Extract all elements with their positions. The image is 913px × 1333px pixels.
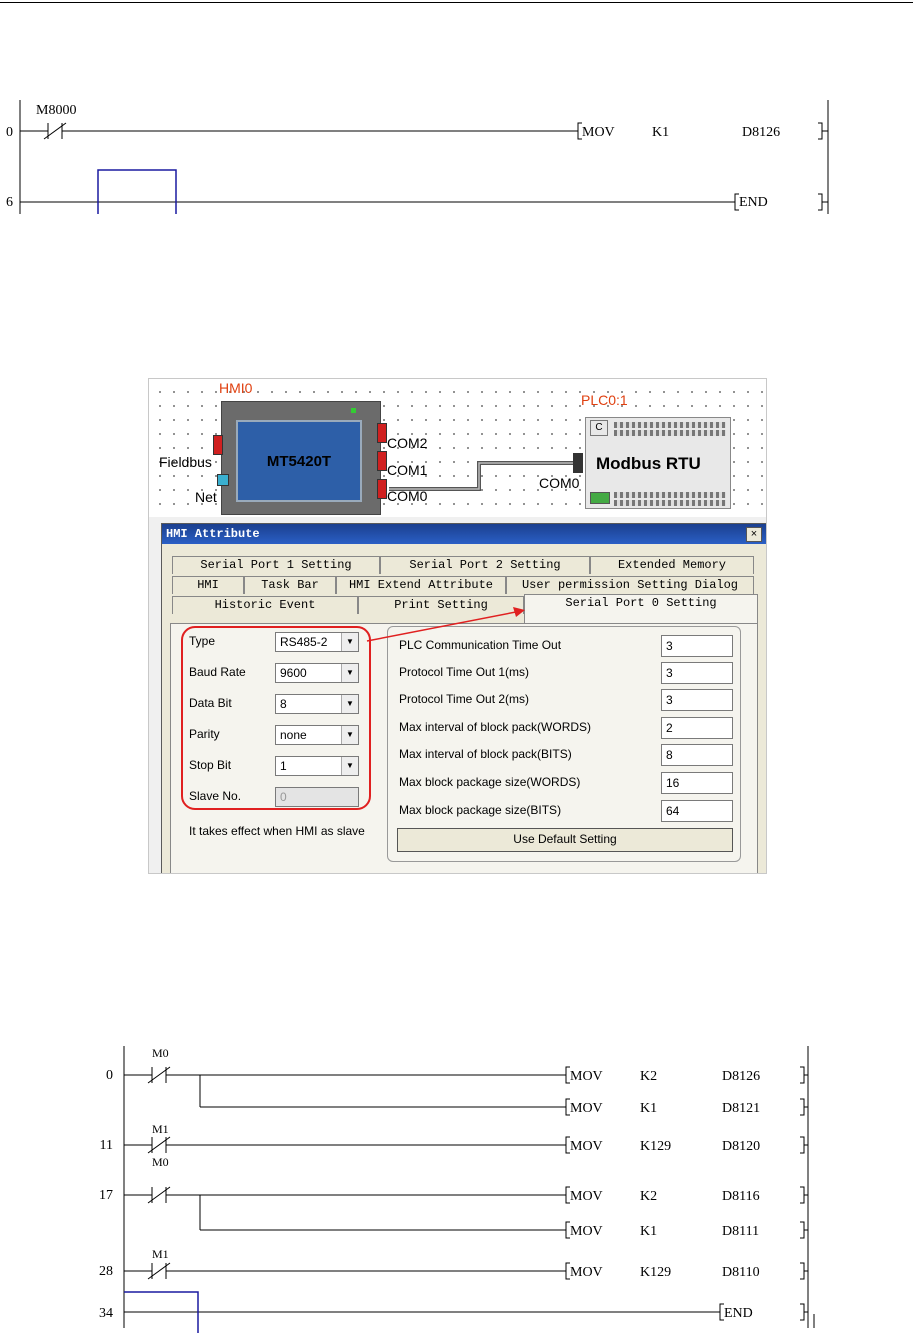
fieldbus-label: Fieldbus <box>159 454 212 470</box>
rung-number: 28 <box>99 1264 113 1279</box>
param-label: Max interval of block pack(BITS) <box>399 747 572 761</box>
stop-bit-select[interactable]: 1 ▼ <box>275 756 359 776</box>
dialog-title: HMI Attribute <box>162 524 766 544</box>
use-default-setting-button[interactable]: Use Default Setting <box>397 828 733 852</box>
pointer-arrow-icon <box>149 379 767 874</box>
rung-number: 6 <box>6 195 13 210</box>
tab-historic-event[interactable]: Historic Event <box>172 596 358 614</box>
net-label: Net <box>195 489 217 505</box>
instruction-row <box>566 1137 808 1154</box>
ladder-diagram-1 <box>0 0 913 240</box>
param-label: Max interval of block pack(WORDS) <box>399 720 592 734</box>
instr-src: K1 <box>640 1224 658 1239</box>
ladder-diagram-2 <box>0 1040 913 1333</box>
instr-src: K2 <box>640 1069 658 1084</box>
instruction-row <box>566 1222 808 1239</box>
baud-rate-select[interactable]: 9600 ▼ <box>275 663 359 683</box>
instr-src: K2 <box>640 1189 658 1204</box>
param-field[interactable]: 16 <box>661 772 733 794</box>
instr-dst: D8116 <box>722 1189 760 1204</box>
instr-dst: D8120 <box>722 1139 761 1154</box>
plc-protocol-label: Modbus RTU <box>596 454 701 473</box>
com1-label: COM1 <box>387 462 428 478</box>
instr-dst: D8126 <box>722 1069 761 1084</box>
param-label: Protocol Time Out 1(ms) <box>399 665 530 679</box>
contact-label: M8000 <box>36 103 77 118</box>
close-button[interactable]: × <box>746 527 762 542</box>
param-field[interactable]: 3 <box>661 662 733 684</box>
tab-task-bar[interactable]: Task Bar <box>244 576 336 594</box>
param-label: PLC Communication Time Out <box>399 638 562 652</box>
param-field[interactable]: 64 <box>661 800 733 822</box>
parity-label: Parity <box>189 727 220 741</box>
instr-op: MOV <box>570 1069 603 1084</box>
data-bit-label: Data Bit <box>189 696 232 710</box>
contact-label: M0 <box>152 1046 169 1060</box>
param-label: Max block package size(WORDS) <box>399 775 581 789</box>
stop-bit-label: Stop Bit <box>189 758 232 772</box>
com0-label: COM0 <box>387 488 428 504</box>
rung-number: 17 <box>99 1188 113 1203</box>
type-label: Type <box>189 634 216 648</box>
contact-label: M1 <box>152 1122 169 1136</box>
tab-hmi[interactable]: HMI <box>172 576 244 594</box>
chevron-down-icon: ▼ <box>341 726 358 744</box>
instr-dst: D8111 <box>722 1224 760 1239</box>
instruction-row <box>566 1067 808 1084</box>
rung-number: 11 <box>99 1138 113 1153</box>
type-select[interactable]: RS485-2 ▼ <box>275 632 359 652</box>
instr-src: K1 <box>640 1101 658 1116</box>
param-label: Protocol Time Out 2(ms) <box>399 692 530 706</box>
end-instruction: END <box>724 1306 753 1321</box>
slave-note: It takes effect when HMI as slave <box>189 824 365 838</box>
tab-serial-port-1[interactable]: Serial Port 1 Setting <box>172 556 380 574</box>
plc-logo-icon: C <box>590 420 608 436</box>
instr-op: MOV <box>570 1265 603 1280</box>
chevron-down-icon: ▼ <box>341 633 358 651</box>
tab-print-setting[interactable]: Print Setting <box>358 596 524 614</box>
data-bit-select[interactable]: 8 ▼ <box>275 694 359 714</box>
param-field[interactable]: 3 <box>661 635 733 657</box>
end-instruction: END <box>739 195 768 210</box>
contact-label: M0 <box>152 1155 169 1169</box>
instruction-row <box>566 1099 808 1116</box>
rung-number: 0 <box>106 1068 113 1083</box>
tab-user-permission[interactable]: User permission Setting Dialog <box>506 576 754 594</box>
chevron-down-icon: ▼ <box>341 695 358 713</box>
tab-hmi-extend-attribute[interactable]: HMI Extend Attribute <box>336 576 506 594</box>
instr-src: K1 <box>652 125 670 140</box>
param-field[interactable]: 3 <box>661 689 733 711</box>
slave-no-field: 0 <box>275 787 359 807</box>
hmi-label: HMI0 <box>219 380 253 396</box>
software-screenshot <box>148 378 767 874</box>
chevron-down-icon: ▼ <box>341 757 358 775</box>
instr-dst: D8121 <box>722 1101 761 1116</box>
com2-label: COM2 <box>387 435 428 451</box>
instr-src: K129 <box>640 1139 672 1154</box>
tab-extended-memory[interactable]: Extended Memory <box>590 556 754 574</box>
tab-serial-port-0[interactable]: Serial Port 0 Setting <box>524 594 758 624</box>
rung-number: 34 <box>99 1306 113 1321</box>
param-label: Max block package size(BITS) <box>399 803 562 817</box>
cursor-box <box>98 170 176 214</box>
instr-op: MOV <box>570 1189 603 1204</box>
instr-op: MOV <box>570 1224 603 1239</box>
instr-op: MOV <box>582 125 615 140</box>
tab-serial-port-2[interactable]: Serial Port 2 Setting <box>380 556 590 574</box>
instr-op: MOV <box>570 1139 603 1154</box>
instr-op: MOV <box>570 1101 603 1116</box>
plc-com-label: COM0 <box>539 475 580 491</box>
instruction-row <box>566 1263 808 1280</box>
parity-select[interactable]: none ▼ <box>275 725 359 745</box>
instr-dst: D8110 <box>722 1265 760 1280</box>
hmi-model-label: MT5420T <box>236 420 362 502</box>
param-field[interactable]: 8 <box>661 744 733 766</box>
instr-dst: D8126 <box>742 125 781 140</box>
param-field[interactable]: 2 <box>661 717 733 739</box>
rung-number: 0 <box>6 125 13 140</box>
plc-label: PLC0:1 <box>581 392 628 408</box>
instr-src: K129 <box>640 1265 672 1280</box>
chevron-down-icon: ▼ <box>341 664 358 682</box>
instruction-row <box>566 1187 808 1204</box>
baud-rate-label: Baud Rate <box>189 665 246 679</box>
contact-label: M1 <box>152 1247 169 1261</box>
slave-no-label: Slave No. <box>189 789 242 803</box>
